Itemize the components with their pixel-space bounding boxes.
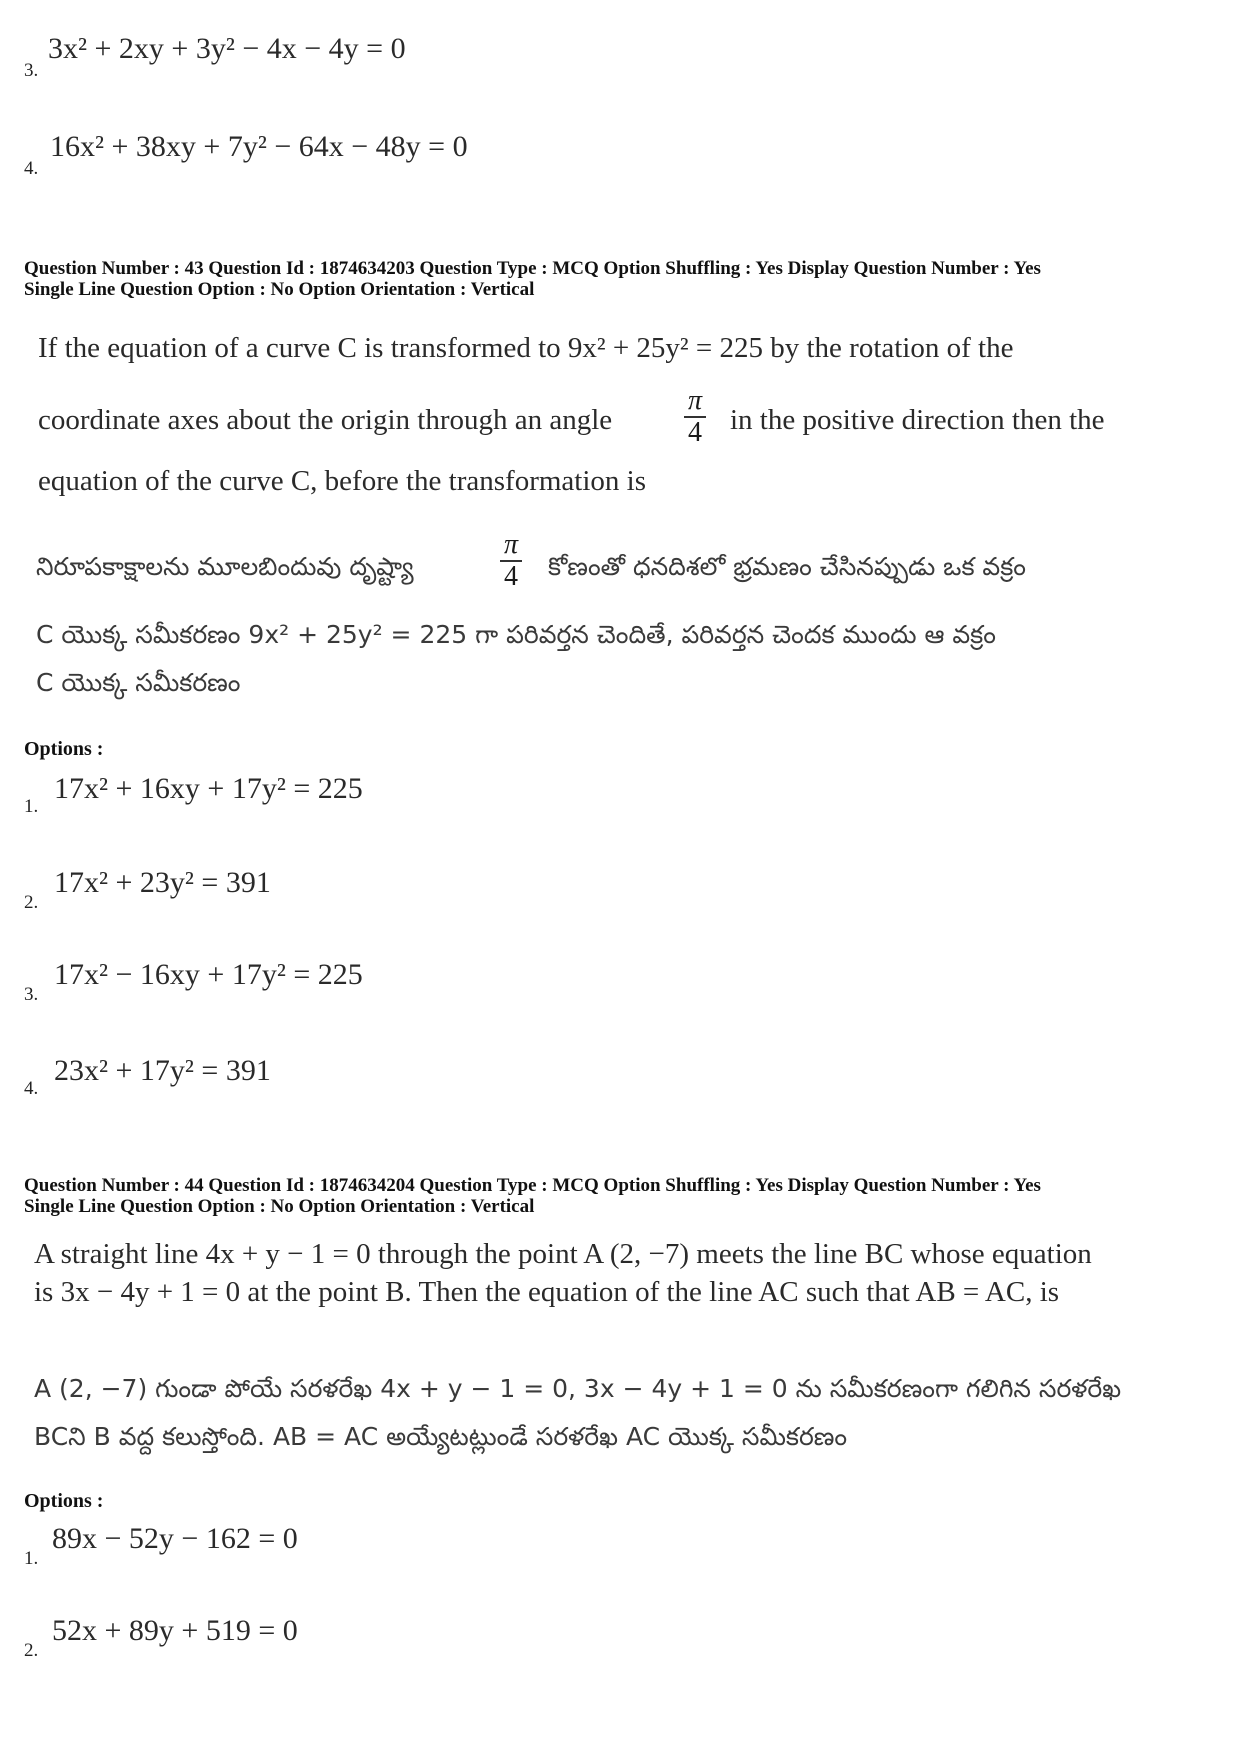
question-43-telugu-line: C యొక్క సమీకరణం 9x² + 25y² = 225 గా పరివర్తన చెందితే, పరివర్తన చెందక ముందు ఆ వక్రం	[36, 620, 996, 649]
question-meta-line: Single Line Question Option : No Option Orientation : Vertical	[24, 279, 535, 300]
question-44-text-line: A straight line 4x + y − 1 = 0 through the point A (2, −7) meets the line BC whose equation	[34, 1238, 1092, 1270]
option-number: 1.	[24, 796, 39, 817]
option-equation: 89x − 52y − 162 = 0	[52, 1522, 298, 1555]
question-43-telugu-line: నిరూపకాక్షాలను మూలబిందువు దృష్ట్యా	[36, 552, 414, 581]
option-number: 1.	[24, 1548, 39, 1569]
option-equation: 16x² + 38xy + 7y² − 64x − 48y = 0	[50, 130, 468, 163]
question-44-telugu-line: BCని B వద్ద కలుస్తోంది. AB = AC అయ్యేటట్లుండే సరళరేఖ AC యొక్క సమీకరణం	[34, 1422, 848, 1451]
angle-fraction	[500, 530, 522, 592]
question-44-meta	[24, 1175, 1224, 1217]
option-equation: 23x² + 17y² = 391	[54, 1054, 271, 1087]
fraction-denominator: 4	[504, 561, 519, 592]
option-number: 2.	[24, 892, 39, 913]
options-heading: Options :	[24, 1490, 104, 1512]
question-43-text-line: equation of the curve C, before the transformation is	[38, 465, 646, 497]
options-heading: Options :	[24, 738, 104, 760]
option-equation: 17x² + 23y² = 391	[54, 866, 271, 899]
option-number: 4.	[24, 158, 39, 179]
option-number: 4.	[24, 1078, 39, 1099]
question-meta-line: Question Number : 43 Question Id : 1874634203 Question Type : MCQ Option Shuffling : Yes Display Question Number : Yes	[24, 258, 1041, 279]
option-equation: 3x² + 2xy + 3y² − 4x − 4y = 0	[48, 32, 406, 65]
question-meta-line: Single Line Question Option : No Option Orientation : Vertical	[24, 1196, 535, 1217]
angle-fraction	[684, 386, 706, 448]
question-43-text-line: If the equation of a curve C is transformed to 9x² + 25y² = 225 by the rotation of the	[38, 332, 1014, 364]
option-number: 2.	[24, 1640, 39, 1661]
question-43-telugu-line: C యొక్క సమీకరణం	[36, 668, 241, 697]
fraction-numerator: π	[500, 530, 522, 562]
question-44-telugu-line: A (2, −7) గుండా పోయే సరళరేఖ 4x + y − 1 = 0, 3x − 4y + 1 = 0 ను సమీకరణంగా గలిగిన సరళరేఖ	[34, 1374, 1122, 1403]
question-meta-line: Question Number : 44 Question Id : 1874634204 Question Type : MCQ Option Shuffling : Yes Display Question Number : Yes	[24, 1175, 1041, 1196]
question-43-telugu-line: కోణంతో ధనదిశలో భ్రమణం చేసినప్పుడు ఒక వక్రం	[548, 552, 1026, 581]
fraction-numerator: π	[684, 386, 706, 418]
option-number: 3.	[24, 984, 39, 1005]
question-44-text-line: is 3x − 4y + 1 = 0 at the point B. Then the equation of the line AC such that AB = AC, is	[34, 1276, 1060, 1308]
fraction-denominator: 4	[688, 417, 703, 448]
question-43-meta	[24, 258, 1224, 300]
option-number: 3.	[24, 60, 39, 81]
option-equation: 52x + 89y + 519 = 0	[52, 1614, 298, 1647]
option-equation: 17x² + 16xy + 17y² = 225	[54, 772, 363, 805]
question-43-text-line: coordinate axes about the origin through an angle	[38, 404, 613, 436]
option-equation: 17x² − 16xy + 17y² = 225	[54, 958, 363, 991]
question-43-text-line: in the positive direction then the	[730, 404, 1105, 436]
